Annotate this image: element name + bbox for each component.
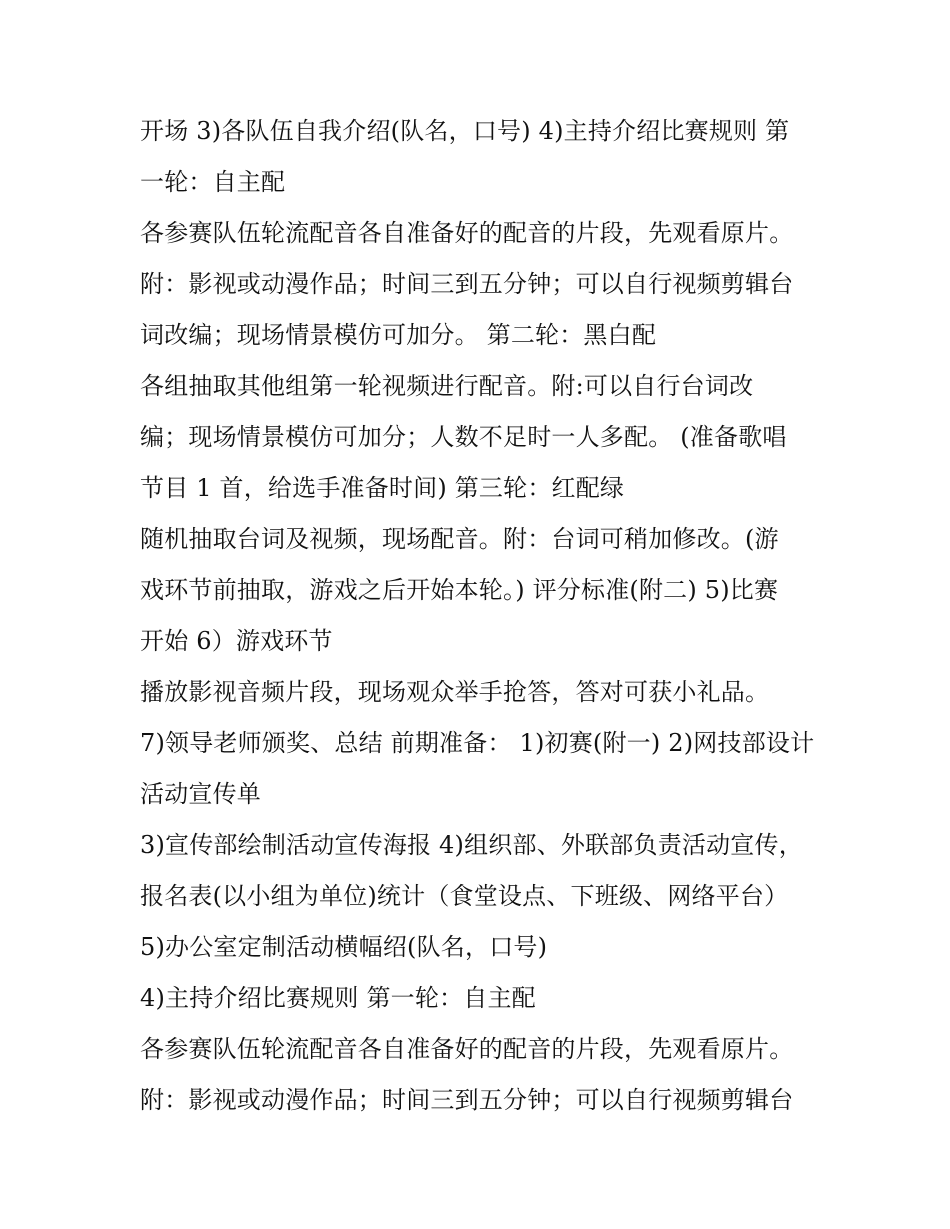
text-line: 播放影视音频片段，现场观众举手抢答，答对可获小礼品。 — [140, 678, 770, 706]
text-line: 附：影视或动漫作品；时间三到五分钟；可以自行视频剪辑台 — [140, 1086, 794, 1114]
text-line: 随机抽取台词及视频，现场配音。附：台词可稍加修改。(游 — [140, 525, 779, 553]
text-line: 一轮：自主配 — [140, 168, 286, 196]
text-line: 戏环节前抽取，游戏之后开始本轮。) 评分标准(附二) 5)比赛 — [140, 576, 779, 604]
text-line: 4)主持介绍比赛规则 第一轮：自主配 — [140, 984, 536, 1012]
text-line: 5)办公室定制活动横幅绍(队名，口号) — [140, 933, 548, 961]
text-line: 3)宣传部绘制活动宣传海报 4)组织部、外联部负责活动宣传， — [140, 831, 803, 859]
text-line: 编；现场情景模仿可加分；人数不足时一人多配。 (准备歌唱 — [140, 423, 787, 451]
text-line: 附：影视或动漫作品；时间三到五分钟；可以自行视频剪辑台 — [140, 270, 794, 298]
text-line: 开场 3)各队伍自我介绍(队名，口号) 4)主持介绍比赛规则 第 — [140, 117, 790, 145]
text-line: 7)领导老师颁奖、总结 前期准备： 1)初赛(附一) 2)网技部设计 — [140, 729, 815, 757]
text-line: 各组抽取其他组第一轮视频进行配音。附:可以自行台词改 — [140, 372, 754, 400]
text-line: 报名表(以小组为单位)统计（食堂设点、下班级、网络平台） — [140, 882, 789, 910]
document-body — [140, 106, 840, 1126]
text-line: 开始 6）游戏环节 — [140, 627, 333, 655]
text-line: 各参赛队伍轮流配音各自准备好的配音的片段，先观看原片。 — [140, 219, 794, 247]
text-line: 节目 1 首，给选手准备时间) 第三轮：红配绿 — [140, 474, 625, 502]
text-line: 各参赛队伍轮流配音各自准备好的配音的片段，先观看原片。 — [140, 1035, 794, 1063]
text-line: 活动宣传单 — [140, 780, 261, 808]
text-line: 词改编；现场情景模仿可加分。 第二轮：黑白配 — [140, 321, 657, 349]
